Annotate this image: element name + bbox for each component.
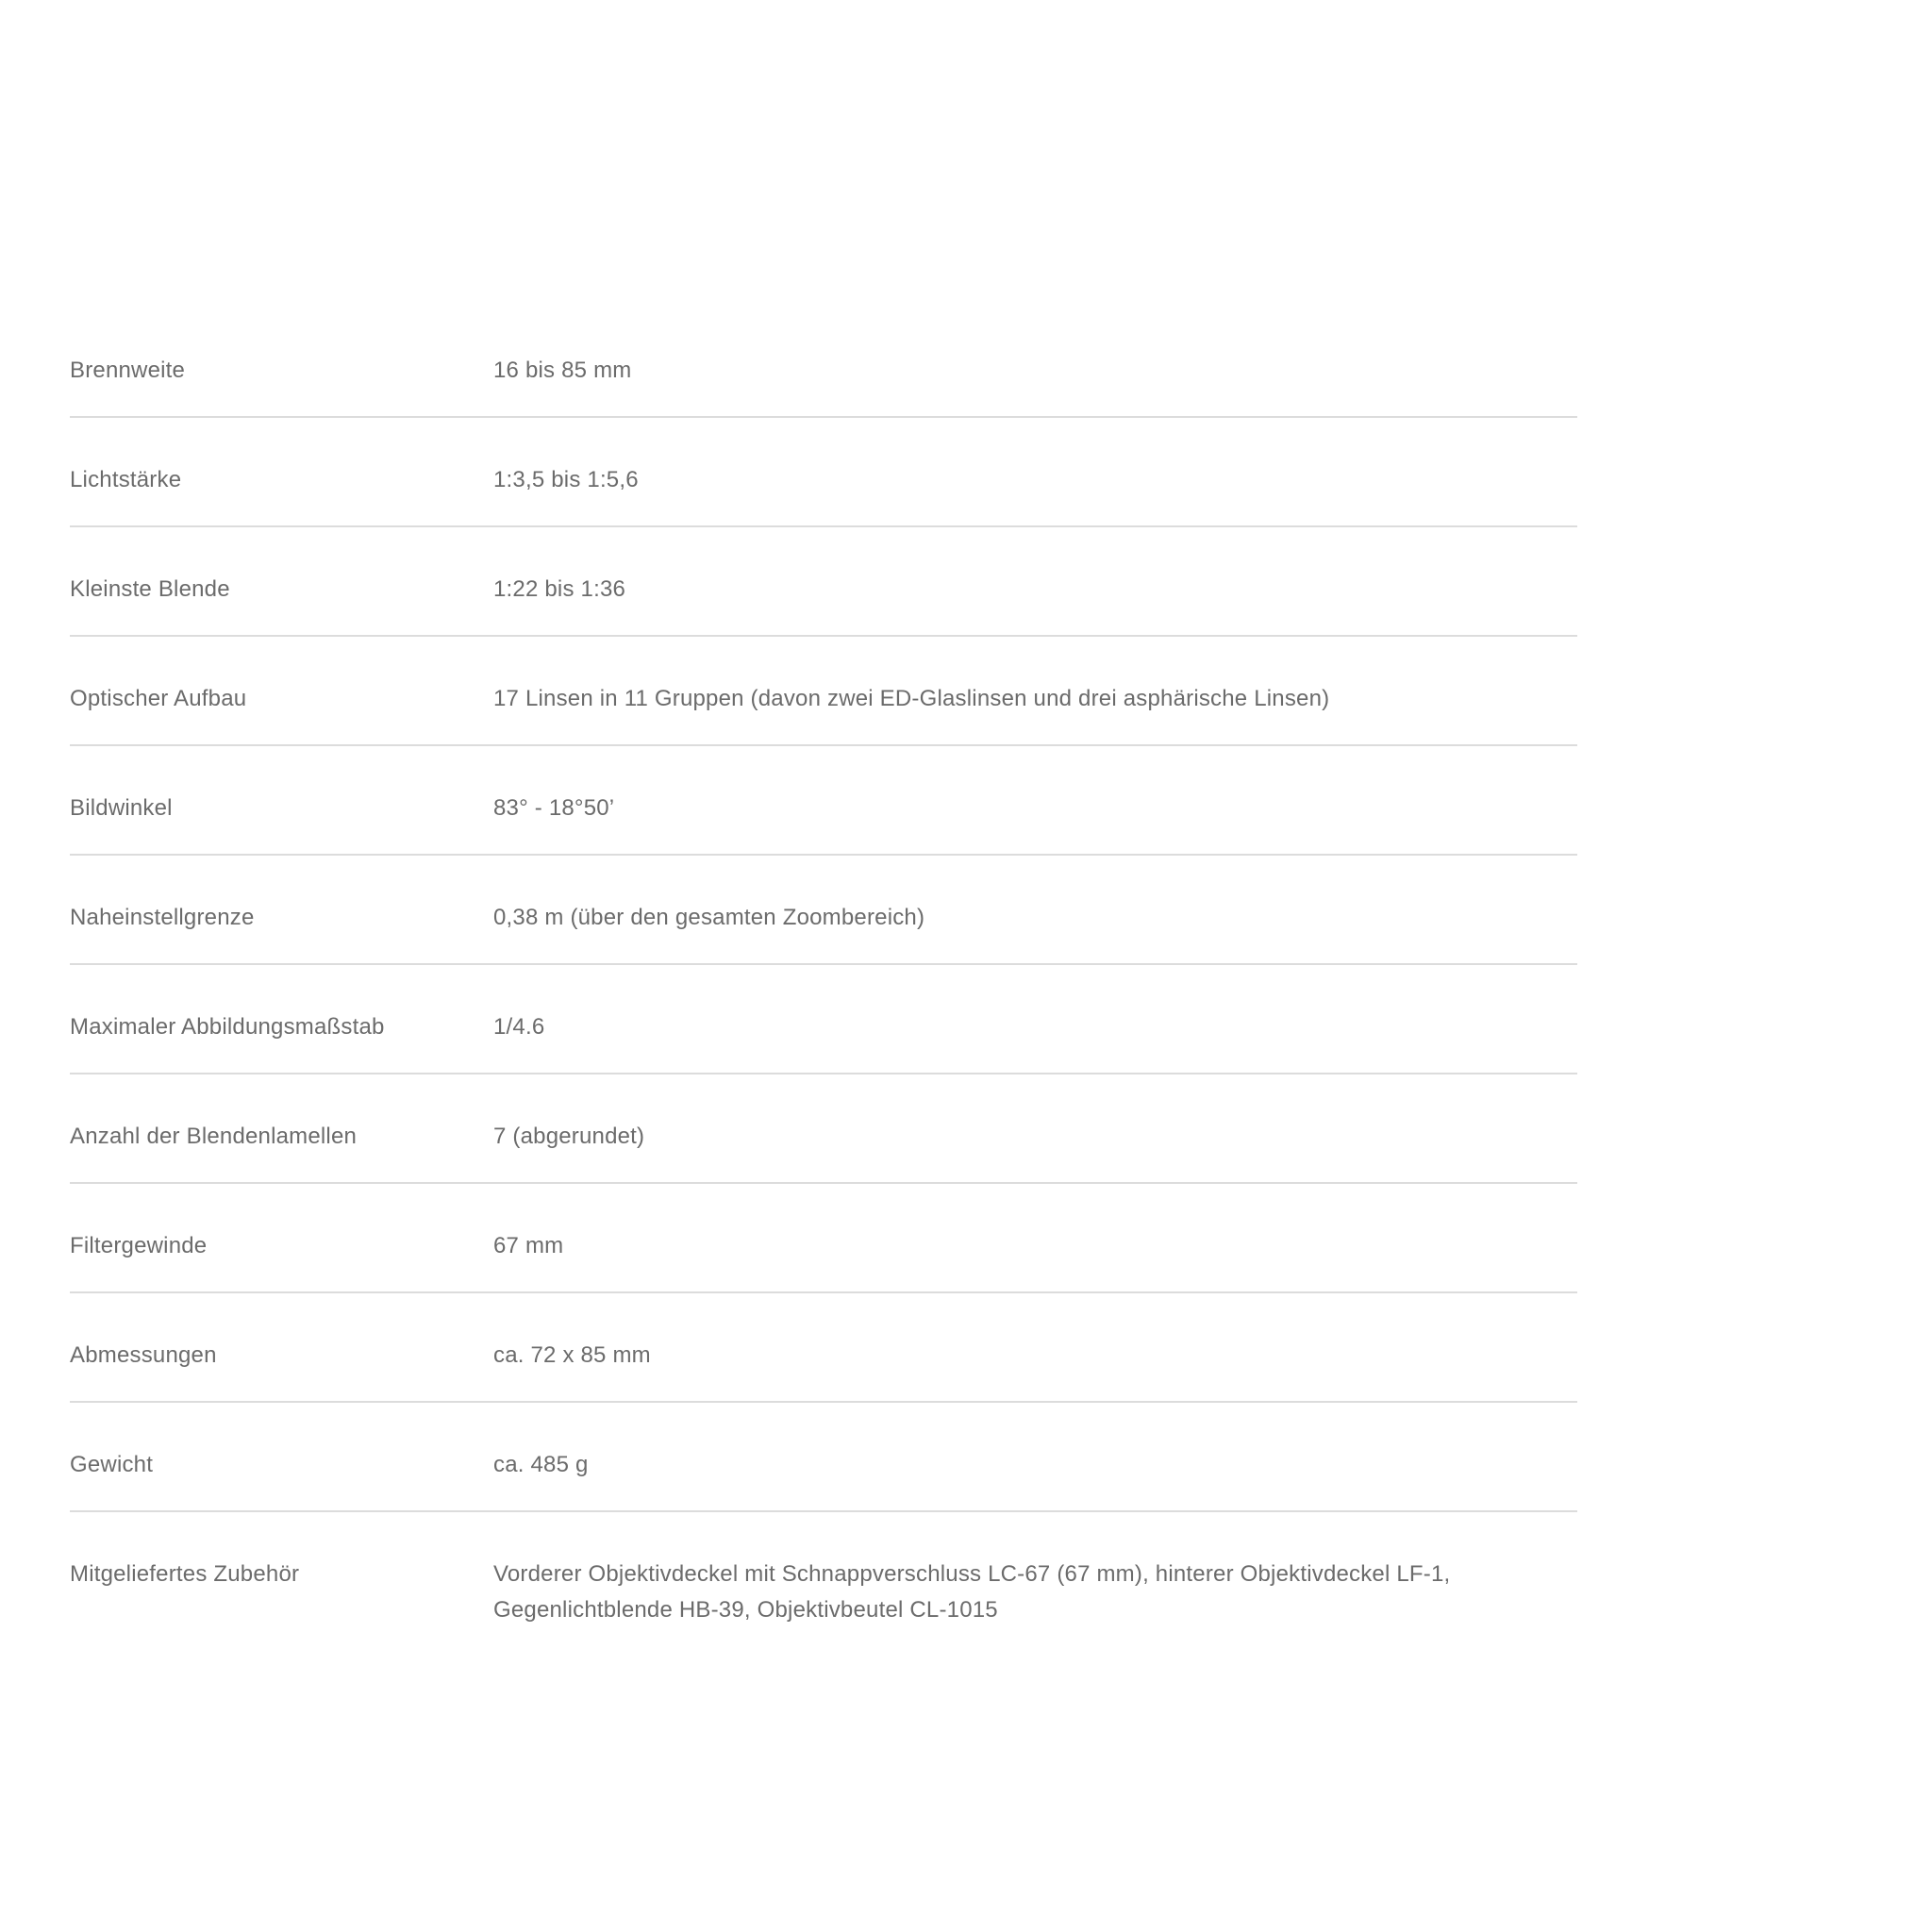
spec-table <box>70 308 1577 1666</box>
spec-value: 1/4.6 <box>493 1014 545 1040</box>
spec-row-gewicht <box>70 1403 1577 1512</box>
spec-label: Brennweite <box>70 358 186 383</box>
spec-label: Naheinstellgrenze <box>70 905 255 930</box>
spec-value: 1:3,5 bis 1:5,6 <box>493 467 639 492</box>
spec-row-naheinstellgrenze <box>70 856 1577 965</box>
spec-row-zubehoer <box>70 1512 1577 1666</box>
spec-row-filtergewinde <box>70 1184 1577 1293</box>
spec-label: Gewicht <box>70 1452 154 1477</box>
spec-label: Lichtstärke <box>70 467 182 492</box>
spec-value: 83° - 18°50’ <box>493 795 615 821</box>
spec-value: 0,38 m (über den gesamten Zoombereich) <box>493 905 925 930</box>
spec-value: 1:22 bis 1:36 <box>493 576 626 602</box>
spec-label: Kleinste Blende <box>70 576 230 602</box>
spec-row-bildwinkel <box>70 746 1577 856</box>
spec-row-brennweite <box>70 308 1577 418</box>
spec-value: Vorderer Objektivdeckel mit Schnappverschluss LC-67 (67 mm), hinterer Objektivdeckel LF-1, Gegenlichtblende HB-39, Objektivbeutel CL-1015 <box>493 1561 1451 1623</box>
spec-row-optischer-aufbau <box>70 637 1577 746</box>
spec-label: Optischer Aufbau <box>70 686 247 711</box>
spec-label: Abmessungen <box>70 1342 217 1368</box>
spec-row-abmessungen <box>70 1293 1577 1403</box>
spec-value: 17 Linsen in 11 Gruppen (davon zwei ED-Glaslinsen und drei asphärische Linsen) <box>493 686 1330 711</box>
spec-label: Bildwinkel <box>70 795 173 821</box>
spec-label: Filtergewinde <box>70 1233 208 1258</box>
spec-label: Mitgeliefertes Zubehör <box>70 1561 300 1587</box>
spec-value: 67 mm <box>493 1233 564 1258</box>
spec-row-blendenlamellen <box>70 1074 1577 1184</box>
spec-value: ca. 72 x 85 mm <box>493 1342 651 1368</box>
spec-row-abbildungsmassstab <box>70 965 1577 1074</box>
spec-value: 7 (abgerundet) <box>493 1124 645 1149</box>
spec-row-kleinste-blende <box>70 527 1577 637</box>
spec-label: Maximaler Abbildungsmaßstab <box>70 1014 385 1040</box>
spec-row-lichtstaerke <box>70 418 1577 527</box>
spec-value: 16 bis 85 mm <box>493 358 632 383</box>
spec-label: Anzahl der Blendenlamellen <box>70 1124 358 1149</box>
spec-value: ca. 485 g <box>493 1452 589 1477</box>
